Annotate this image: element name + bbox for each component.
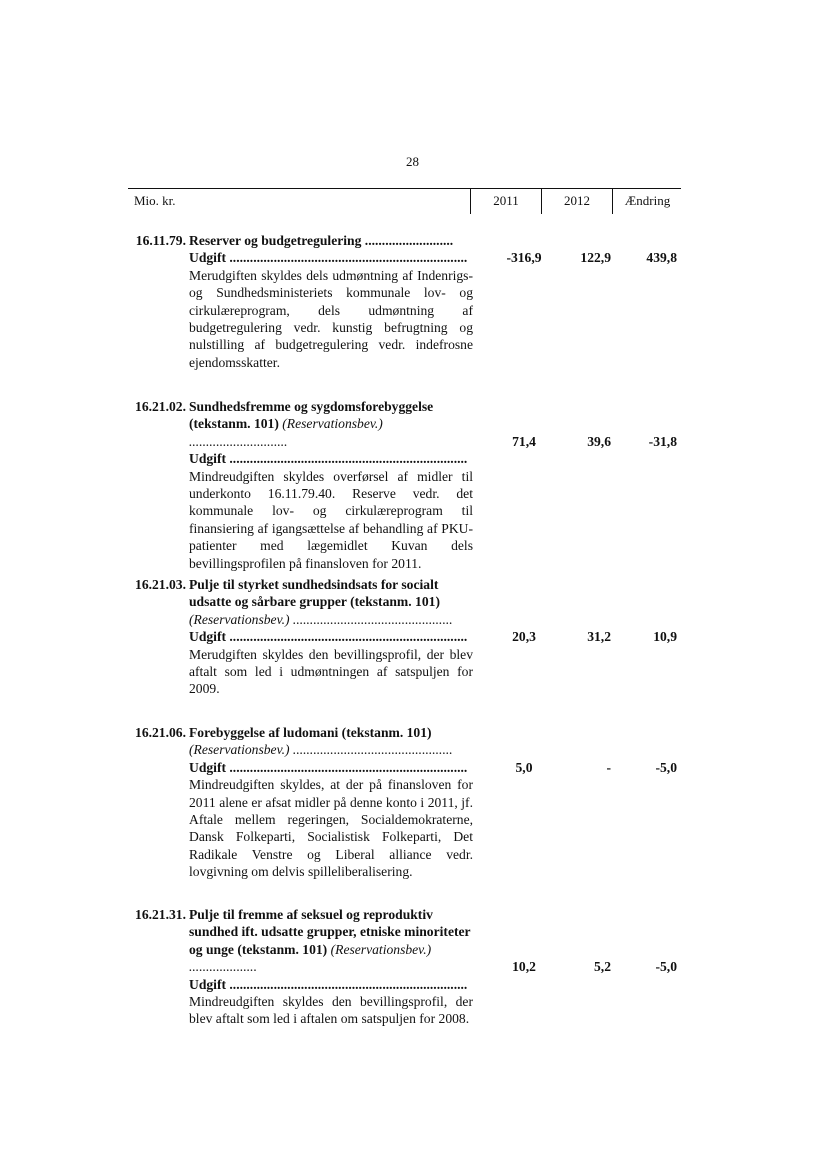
entry-reservation-line xyxy=(189,741,473,758)
reservation-note: (Reservationsbev.) .................... xyxy=(189,941,432,975)
title-text: Sundhedsfremme og sygdomsforebyggelse (tekstanm. 101) xyxy=(189,399,434,432)
value-change: 10,9 xyxy=(653,629,677,644)
entry-description: Mindreudgiften skyldes overførsel af midler til underkonto 16.11.79.40. Reserve vedr. det kommunale lov- og cirkulæreprogram til finansiering af igangsættelse af behandling af PKU-patienter med lægemidlet Kuvan dels bevillingsprofilen på finansloven for 2011. xyxy=(189,468,473,571)
udgift-label: Udgift ...................................................................... xyxy=(189,451,468,467)
entry-description: Merudgiften skyldes dels udmøntning af Indenrigs- og Sundhedsministeriets kommunale lov- og cirkulæreprogram, dels udmøntning af budgetregulering vedr. kunstig befrugtning og nulstilling af budgetregulering vedr. indefrosne ejendomsskatter. xyxy=(189,267,473,370)
account-code: 16.21.31. xyxy=(135,907,186,922)
entry-title xyxy=(189,398,473,450)
entry-body xyxy=(189,724,473,881)
entry-title xyxy=(189,906,473,976)
value-2012: 122,9 xyxy=(580,250,611,265)
udgift-label: Udgift ...................................................................... xyxy=(189,250,468,266)
udgift-label: Udgift ...................................................................... xyxy=(189,976,468,992)
entry-title: Forebyggelse af ludomani (tekstanm. 101) xyxy=(189,725,432,740)
entry-reservation-line xyxy=(189,611,473,628)
value-2011: -316,9 xyxy=(506,250,542,265)
reservation-note: (Reservationsbev.) ............................................... xyxy=(189,611,453,627)
reservation-note: (Reservationsbev.) ............................................... xyxy=(189,742,453,758)
value-2012: 39,6 xyxy=(587,434,611,449)
reservation-note: (Reservationsbev.) ............................. xyxy=(189,416,383,449)
value-2012: - xyxy=(606,760,611,775)
account-code: 16.21.03. xyxy=(135,577,186,592)
value-change: -31,8 xyxy=(648,434,677,449)
value-2011: 20,3 xyxy=(512,629,536,644)
udgift-label: Udgift ...................................................................... xyxy=(189,629,468,645)
account-code: 16.21.06. xyxy=(135,725,186,740)
account-code: 16.11.79. xyxy=(135,233,186,248)
value-2011: 71,4 xyxy=(512,434,536,449)
value-change: -5,0 xyxy=(655,959,677,974)
unit-header: Mio. kr. xyxy=(134,193,176,208)
entry-description: Merudgiften skyldes den bevillingsprofil, der blev aftalt som led i udmøntningen af satspuljen for 2009. xyxy=(189,646,473,697)
year-2012-header: 2012 xyxy=(542,188,613,214)
title-text: Pulje til fremme af seksuel og reproduktiv sundhed ift. udsatte grupper, etniske minoriteter og unge (tekstanm. 101) xyxy=(189,907,471,957)
value-change: -5,0 xyxy=(655,760,677,775)
entry-body xyxy=(189,576,473,698)
entry-body xyxy=(189,906,473,1028)
account-code: 16.21.02. xyxy=(135,399,186,414)
value-2012: 31,2 xyxy=(587,629,611,644)
value-change: 439,8 xyxy=(646,250,677,265)
entry-body xyxy=(189,232,473,371)
value-2011: 5,0 xyxy=(515,760,533,775)
entry-description: Mindreudgiften skyldes den bevillingsprofil, der blev aftalt som led i aftalen om satspuljen for 2008. xyxy=(189,994,473,1027)
udgift-label: Udgift ...................................................................... xyxy=(189,759,468,775)
page-number: 28 xyxy=(406,154,419,169)
table-header xyxy=(128,188,681,214)
value-2012: 5,2 xyxy=(594,959,611,974)
change-header: Ændring xyxy=(624,193,671,208)
entry-body xyxy=(189,398,473,572)
year-2011-header: 2011 xyxy=(470,188,542,214)
entry-title: Pulje til styrket sundhedsindsats for socialt udsatte og sårbare grupper (tekstanm. 101) xyxy=(189,577,440,610)
value-2011: 10,2 xyxy=(512,959,536,974)
entry-title: Reserver og budgetregulering .......................... xyxy=(189,233,454,248)
entry-description: Mindreudgiften skyldes, at der på finansloven for 2011 alene er afsat midler på denne konto i 2011, jf. Aftale mellem regeringen, Socialdemokraterne, Dansk Folkeparti, Socialistisk Folkeparti, Det Radikale Venstre og Liberal alliance vedr. lovgivning om delvis spilleliberalisering. xyxy=(189,777,473,880)
